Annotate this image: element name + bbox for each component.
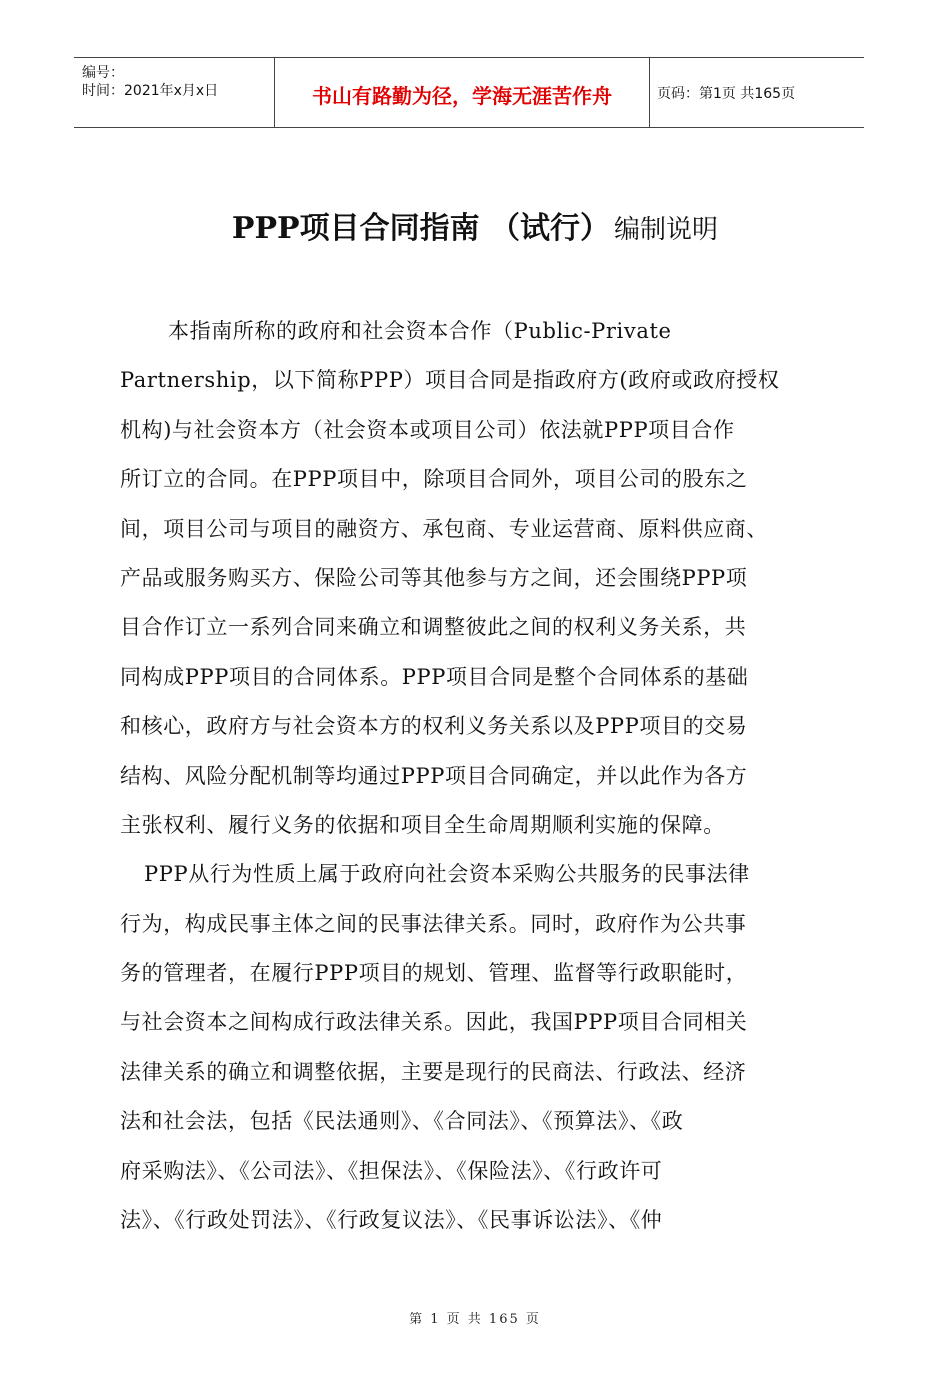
header-motto-cell — [274, 58, 650, 127]
body-line: 法和社会法，包括《民法通则》、《合同法》、《预算法》、《政 — [120, 1109, 684, 1134]
header-left-cell — [74, 58, 274, 127]
body-line: 法》、《行政处罚法》、《行政复议法》、《民事诉讼法》、《仲 — [120, 1208, 663, 1233]
body-line: 本指南所称的政府和社会资本合作（Public-Private — [168, 319, 672, 343]
header-motto: 书山有路勤为径，学海无涯苦作舟 — [312, 84, 612, 108]
document-title-main: PPP项目合同指南 （试行） — [231, 211, 611, 246]
body-line: 和核心，政府方与社会资本方的权利义务关系以及PPP项目的交易 — [120, 714, 748, 739]
body-line: 所订立的合同。在PPP项目中，除项目合同外，项目公司的股东之 — [120, 467, 748, 492]
body-line: 与社会资本之间构成行政法律关系。因此，我国PPP项目合同相关 — [120, 1010, 748, 1035]
document-title-sub: 编制说明 — [614, 215, 719, 245]
body-line: PPP从行为性质上属于政府向社会资本采购公共服务的民事法律 — [144, 862, 750, 887]
document-body — [120, 307, 820, 1245]
body-line: 府采购法》、《公司法》、《担保法》、《保险法》、《行政许可 — [120, 1158, 663, 1183]
body-line: 法律关系的确立和调整依据，主要是现行的民商法、行政法、经济 — [120, 1059, 747, 1084]
body-line: 主张权利、履行义务的依据和项目全生命周期顺利实施的保障。 — [120, 812, 725, 837]
body-line: 务的管理者，在履行PPP项目的规划、管理、监督等行政职能时， — [120, 961, 748, 986]
page-footer: 第 1 页 共 165 页 — [409, 1312, 541, 1327]
document-time-label: 时间：2021年x月x日 — [82, 83, 219, 99]
body-line: 产品或服务购买方、保险公司等其他参与方之间，还会围绕PPP项 — [120, 565, 748, 590]
body-line: 目合作订立一系列合同来确立和调整彼此之间的权利义务关系，共 — [120, 615, 747, 640]
document-number-label: 编号： — [82, 65, 124, 81]
header-page-info: 页码：第1页 共165页 — [657, 86, 796, 102]
page-header — [74, 57, 864, 128]
document-title — [0, 203, 950, 247]
body-line: 间，项目公司与项目的融资方、承包商、专业运营商、原料供应商、 — [120, 516, 768, 541]
body-line: 结构、风险分配机制等均通过PPP项目合同确定，并以此作为各方 — [120, 763, 748, 788]
body-line: Partnership，以下简称PPP）项目合同是指政府方(政府或政府授权 — [120, 368, 780, 393]
header-right-cell — [649, 58, 864, 127]
body-line: 行为，构成民事主体之间的民事法律关系。同时，政府作为公共事 — [120, 911, 747, 936]
body-line: 机构)与社会资本方（社会资本或项目公司）依法就PPP项目合作 — [120, 417, 735, 442]
body-line: 同构成PPP项目的合同体系。PPP项目合同是整个合同体系的基础 — [120, 664, 749, 689]
